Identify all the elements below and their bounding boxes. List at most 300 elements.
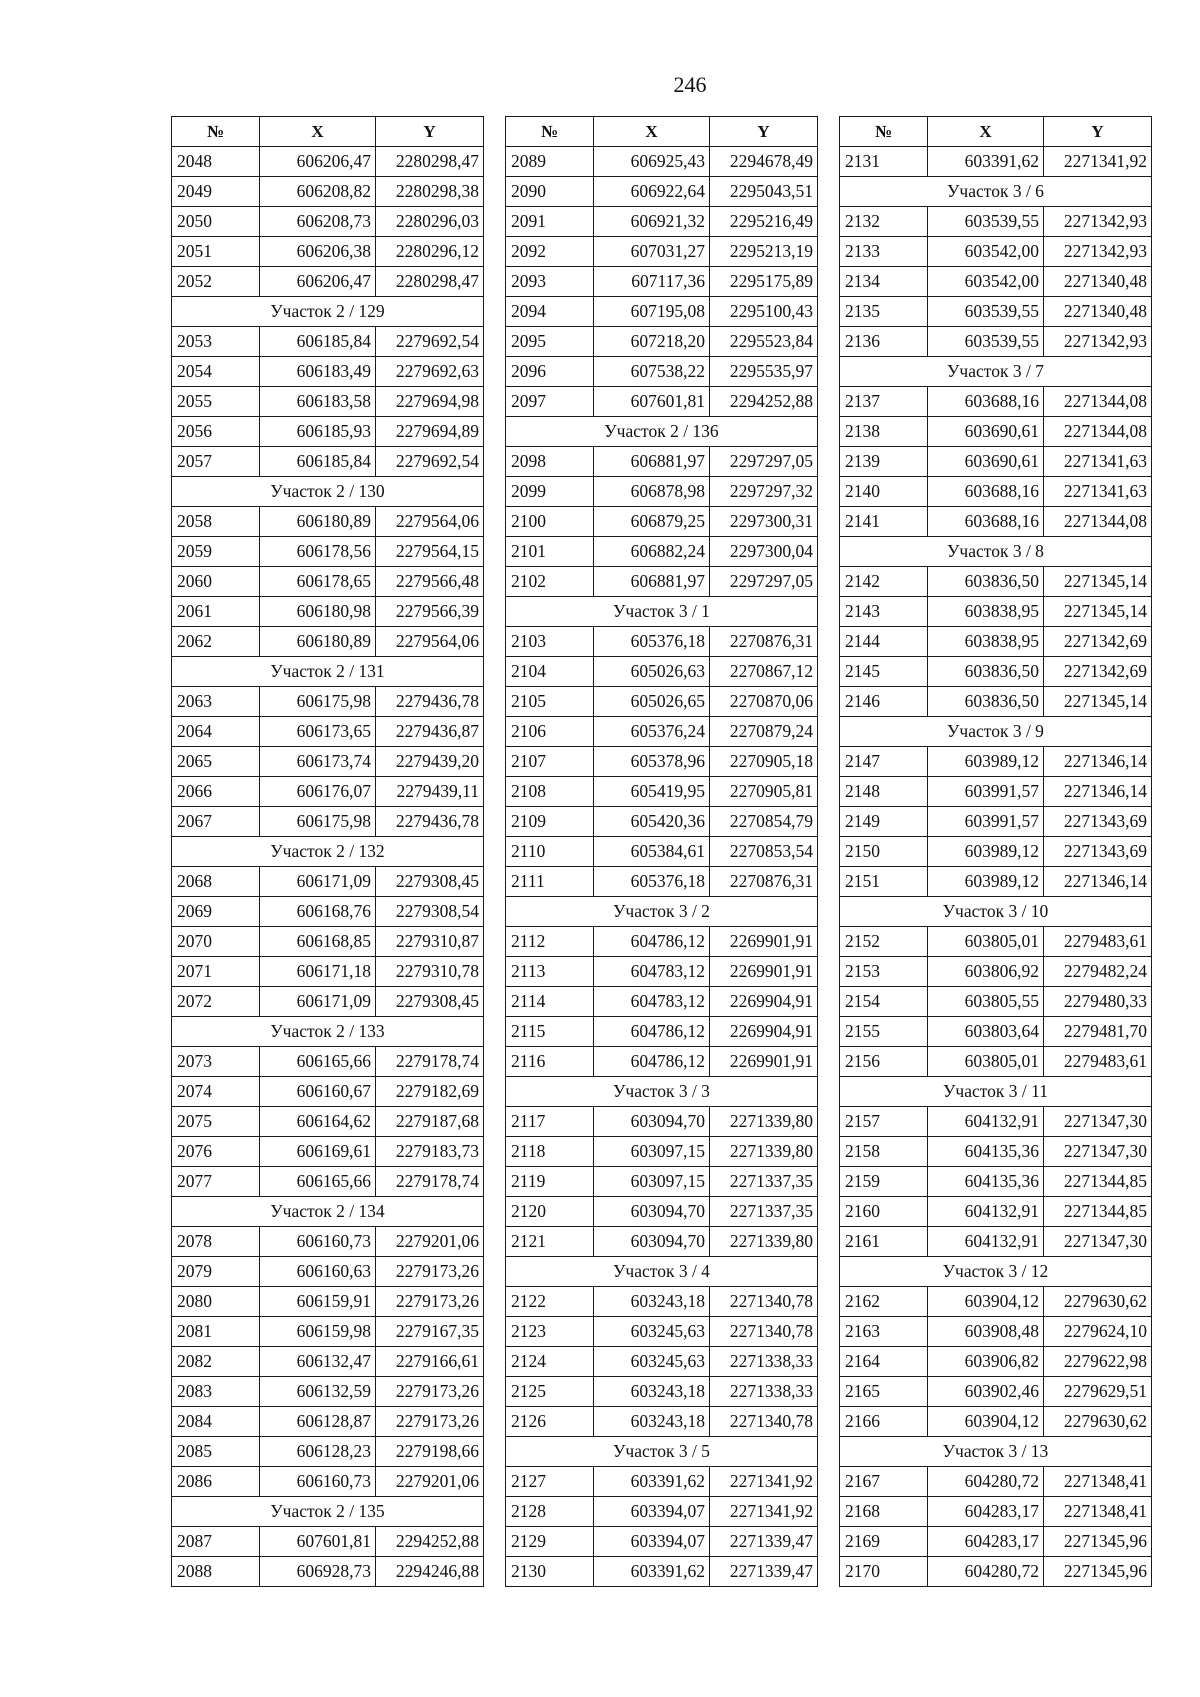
point-number: 2125 bbox=[506, 1377, 594, 1407]
table-row bbox=[172, 717, 484, 747]
section-title: Участок 3 / 5 bbox=[506, 1437, 818, 1467]
y-coordinate: 2271339,80 bbox=[710, 1137, 818, 1167]
table-row bbox=[506, 327, 818, 357]
section-row bbox=[172, 477, 484, 507]
y-coordinate: 2279436,78 bbox=[376, 807, 484, 837]
y-coordinate: 2271345,14 bbox=[1044, 687, 1152, 717]
x-coordinate: 604786,12 bbox=[594, 1017, 710, 1047]
point-number: 2096 bbox=[506, 357, 594, 387]
y-coordinate: 2297300,04 bbox=[710, 537, 818, 567]
x-coordinate: 603838,95 bbox=[928, 627, 1044, 657]
point-number: 2081 bbox=[172, 1317, 260, 1347]
point-number: 2078 bbox=[172, 1227, 260, 1257]
y-coordinate: 2279173,26 bbox=[376, 1407, 484, 1437]
x-coordinate: 606185,84 bbox=[260, 447, 376, 477]
point-number: 2170 bbox=[840, 1557, 928, 1587]
table-row bbox=[506, 237, 818, 267]
y-coordinate: 2271341,92 bbox=[1044, 147, 1152, 177]
y-coordinate: 2271344,85 bbox=[1044, 1167, 1152, 1197]
y-coordinate: 2271348,41 bbox=[1044, 1497, 1152, 1527]
section-title: Участок 3 / 9 bbox=[840, 717, 1152, 747]
table-row bbox=[840, 207, 1152, 237]
point-number: 2152 bbox=[840, 927, 928, 957]
x-coordinate: 605376,24 bbox=[594, 717, 710, 747]
point-number: 2122 bbox=[506, 1287, 594, 1317]
point-number: 2148 bbox=[840, 777, 928, 807]
table-row bbox=[506, 207, 818, 237]
table-row bbox=[506, 1227, 818, 1257]
point-number: 2168 bbox=[840, 1497, 928, 1527]
x-coordinate: 607218,20 bbox=[594, 327, 710, 357]
x-coordinate: 606160,63 bbox=[260, 1257, 376, 1287]
point-number: 2092 bbox=[506, 237, 594, 267]
point-number: 2119 bbox=[506, 1167, 594, 1197]
table-row bbox=[172, 627, 484, 657]
x-coordinate: 606921,32 bbox=[594, 207, 710, 237]
point-number: 2136 bbox=[840, 327, 928, 357]
y-coordinate: 2271342,69 bbox=[1044, 657, 1152, 687]
y-coordinate: 2279198,66 bbox=[376, 1437, 484, 1467]
point-number: 2062 bbox=[172, 627, 260, 657]
y-coordinate: 2297297,05 bbox=[710, 567, 818, 597]
point-number: 2128 bbox=[506, 1497, 594, 1527]
x-coordinate: 606128,23 bbox=[260, 1437, 376, 1467]
point-number: 2133 bbox=[840, 237, 928, 267]
table-row bbox=[840, 807, 1152, 837]
y-coordinate: 2279201,06 bbox=[376, 1227, 484, 1257]
point-number: 2076 bbox=[172, 1137, 260, 1167]
y-coordinate: 2279694,89 bbox=[376, 417, 484, 447]
section-title: Участок 2 / 132 bbox=[172, 837, 484, 867]
y-coordinate: 2271342,93 bbox=[1044, 207, 1152, 237]
y-coordinate: 2279439,11 bbox=[376, 777, 484, 807]
table-row bbox=[840, 957, 1152, 987]
y-coordinate: 2279692,54 bbox=[376, 447, 484, 477]
point-number: 2072 bbox=[172, 987, 260, 1017]
point-number: 2117 bbox=[506, 1107, 594, 1137]
table-row bbox=[840, 387, 1152, 417]
y-coordinate: 2279439,20 bbox=[376, 747, 484, 777]
y-coordinate: 2271346,14 bbox=[1044, 747, 1152, 777]
y-coordinate: 2270879,24 bbox=[710, 717, 818, 747]
point-number: 2090 bbox=[506, 177, 594, 207]
table-row bbox=[172, 1527, 484, 1557]
point-number: 2091 bbox=[506, 207, 594, 237]
point-number: 2164 bbox=[840, 1347, 928, 1377]
point-number: 2105 bbox=[506, 687, 594, 717]
point-number: 2070 bbox=[172, 927, 260, 957]
x-coordinate: 603688,16 bbox=[928, 387, 1044, 417]
table-row bbox=[172, 1227, 484, 1257]
point-number: 2118 bbox=[506, 1137, 594, 1167]
y-coordinate: 2279482,24 bbox=[1044, 957, 1152, 987]
y-coordinate: 2279183,73 bbox=[376, 1137, 484, 1167]
point-number: 2101 bbox=[506, 537, 594, 567]
table-row bbox=[840, 1167, 1152, 1197]
section-title: Участок 3 / 12 bbox=[840, 1257, 1152, 1287]
table-row bbox=[506, 957, 818, 987]
table-row bbox=[172, 1077, 484, 1107]
x-coordinate: 606160,67 bbox=[260, 1077, 376, 1107]
y-coordinate: 2279566,48 bbox=[376, 567, 484, 597]
x-coordinate: 603991,57 bbox=[928, 777, 1044, 807]
y-coordinate: 2297297,32 bbox=[710, 477, 818, 507]
y-coordinate: 2280296,12 bbox=[376, 237, 484, 267]
point-number: 2087 bbox=[172, 1527, 260, 1557]
point-number: 2145 bbox=[840, 657, 928, 687]
table-row bbox=[172, 1257, 484, 1287]
x-coordinate: 606881,97 bbox=[594, 567, 710, 597]
table-row bbox=[840, 927, 1152, 957]
y-coordinate: 2271343,69 bbox=[1044, 837, 1152, 867]
table-row bbox=[506, 657, 818, 687]
point-number: 2060 bbox=[172, 567, 260, 597]
table-row bbox=[840, 1377, 1152, 1407]
x-coordinate: 604783,12 bbox=[594, 957, 710, 987]
point-number: 2049 bbox=[172, 177, 260, 207]
y-coordinate: 2279308,45 bbox=[376, 867, 484, 897]
table-row bbox=[172, 417, 484, 447]
y-coordinate: 2271337,35 bbox=[710, 1167, 818, 1197]
point-number: 2100 bbox=[506, 507, 594, 537]
table-row bbox=[172, 1107, 484, 1137]
section-row bbox=[840, 1437, 1152, 1467]
point-number: 2080 bbox=[172, 1287, 260, 1317]
x-coordinate: 603688,16 bbox=[928, 477, 1044, 507]
table-row bbox=[506, 267, 818, 297]
y-coordinate: 2279480,33 bbox=[1044, 987, 1152, 1017]
y-coordinate: 2271342,93 bbox=[1044, 327, 1152, 357]
table-row bbox=[840, 837, 1152, 867]
section-title: Участок 3 / 1 bbox=[506, 597, 818, 627]
x-coordinate: 606180,98 bbox=[260, 597, 376, 627]
point-number: 2054 bbox=[172, 357, 260, 387]
x-coordinate: 606165,66 bbox=[260, 1167, 376, 1197]
section-title: Участок 2 / 130 bbox=[172, 477, 484, 507]
x-coordinate: 604132,91 bbox=[928, 1107, 1044, 1137]
y-coordinate: 2271345,14 bbox=[1044, 567, 1152, 597]
point-number: 2083 bbox=[172, 1377, 260, 1407]
point-number: 2141 bbox=[840, 507, 928, 537]
y-coordinate: 2271342,69 bbox=[1044, 627, 1152, 657]
x-coordinate: 606925,43 bbox=[594, 147, 710, 177]
x-coordinate: 603539,55 bbox=[928, 297, 1044, 327]
y-coordinate: 2295535,97 bbox=[710, 357, 818, 387]
point-number: 2079 bbox=[172, 1257, 260, 1287]
y-coordinate: 2271341,63 bbox=[1044, 447, 1152, 477]
x-coordinate: 606165,66 bbox=[260, 1047, 376, 1077]
y-coordinate: 2269901,91 bbox=[710, 1047, 818, 1077]
section-row bbox=[172, 837, 484, 867]
section-title: Участок 2 / 135 bbox=[172, 1497, 484, 1527]
point-number: 2132 bbox=[840, 207, 928, 237]
section-title: Участок 2 / 129 bbox=[172, 297, 484, 327]
section-row bbox=[172, 1017, 484, 1047]
section-row bbox=[840, 357, 1152, 387]
x-coordinate: 604280,72 bbox=[928, 1467, 1044, 1497]
table-row bbox=[840, 597, 1152, 627]
point-number: 2111 bbox=[506, 867, 594, 897]
table-row bbox=[840, 417, 1152, 447]
y-coordinate: 2279694,98 bbox=[376, 387, 484, 417]
point-number: 2068 bbox=[172, 867, 260, 897]
y-coordinate: 2279178,74 bbox=[376, 1167, 484, 1197]
x-coordinate: 603806,92 bbox=[928, 957, 1044, 987]
table-row bbox=[506, 477, 818, 507]
x-coordinate: 605026,65 bbox=[594, 687, 710, 717]
y-coordinate: 2271338,33 bbox=[710, 1347, 818, 1377]
table-row bbox=[506, 447, 818, 477]
y-coordinate: 2279182,69 bbox=[376, 1077, 484, 1107]
header-number: № bbox=[840, 117, 928, 147]
x-coordinate: 604786,12 bbox=[594, 1047, 710, 1077]
x-coordinate: 606169,61 bbox=[260, 1137, 376, 1167]
table-row bbox=[506, 1347, 818, 1377]
table-row bbox=[172, 777, 484, 807]
y-coordinate: 2279481,70 bbox=[1044, 1017, 1152, 1047]
x-coordinate: 603243,18 bbox=[594, 1407, 710, 1437]
y-coordinate: 2270867,12 bbox=[710, 657, 818, 687]
point-number: 2098 bbox=[506, 447, 594, 477]
point-number: 2085 bbox=[172, 1437, 260, 1467]
point-number: 2151 bbox=[840, 867, 928, 897]
table-row bbox=[506, 357, 818, 387]
section-row bbox=[506, 1257, 818, 1287]
x-coordinate: 603836,50 bbox=[928, 687, 1044, 717]
x-coordinate: 606159,91 bbox=[260, 1287, 376, 1317]
point-number: 2052 bbox=[172, 267, 260, 297]
point-number: 2097 bbox=[506, 387, 594, 417]
y-coordinate: 2279564,15 bbox=[376, 537, 484, 567]
table-row bbox=[506, 717, 818, 747]
point-number: 2088 bbox=[172, 1557, 260, 1587]
table-row bbox=[172, 327, 484, 357]
table-row bbox=[172, 1167, 484, 1197]
x-coordinate: 604132,91 bbox=[928, 1227, 1044, 1257]
point-number: 2114 bbox=[506, 987, 594, 1017]
point-number: 2051 bbox=[172, 237, 260, 267]
y-coordinate: 2280298,38 bbox=[376, 177, 484, 207]
x-coordinate: 603542,00 bbox=[928, 237, 1044, 267]
point-number: 2048 bbox=[172, 147, 260, 177]
point-number: 2059 bbox=[172, 537, 260, 567]
y-coordinate: 2271340,78 bbox=[710, 1407, 818, 1437]
section-title: Участок 3 / 10 bbox=[840, 897, 1152, 927]
table-row bbox=[840, 1137, 1152, 1167]
table-row bbox=[172, 1437, 484, 1467]
table-row bbox=[172, 1137, 484, 1167]
y-coordinate: 2271346,14 bbox=[1044, 867, 1152, 897]
point-number: 2150 bbox=[840, 837, 928, 867]
table-row bbox=[172, 237, 484, 267]
x-coordinate: 606206,47 bbox=[260, 267, 376, 297]
point-number: 2077 bbox=[172, 1167, 260, 1197]
table-row bbox=[172, 1317, 484, 1347]
x-coordinate: 606176,07 bbox=[260, 777, 376, 807]
y-coordinate: 2270854,79 bbox=[710, 807, 818, 837]
table-row bbox=[840, 987, 1152, 1017]
header-y: Y bbox=[710, 117, 818, 147]
coordinate-table-3 bbox=[839, 116, 1152, 1587]
y-coordinate: 2295100,43 bbox=[710, 297, 818, 327]
point-number: 2137 bbox=[840, 387, 928, 417]
y-coordinate: 2294246,88 bbox=[376, 1557, 484, 1587]
x-coordinate: 606183,49 bbox=[260, 357, 376, 387]
section-row bbox=[172, 1497, 484, 1527]
point-number: 2124 bbox=[506, 1347, 594, 1377]
table-row bbox=[840, 1557, 1152, 1587]
y-coordinate: 2269901,91 bbox=[710, 927, 818, 957]
y-coordinate: 2279173,26 bbox=[376, 1257, 484, 1287]
x-coordinate: 603391,62 bbox=[928, 147, 1044, 177]
table-row bbox=[506, 867, 818, 897]
section-title: Участок 3 / 3 bbox=[506, 1077, 818, 1107]
table-row bbox=[506, 1137, 818, 1167]
section-row bbox=[840, 537, 1152, 567]
point-number: 2167 bbox=[840, 1467, 928, 1497]
table-row bbox=[506, 147, 818, 177]
y-coordinate: 2295213,19 bbox=[710, 237, 818, 267]
point-number: 2135 bbox=[840, 297, 928, 327]
table-row bbox=[506, 747, 818, 777]
header-number: № bbox=[506, 117, 594, 147]
point-number: 2064 bbox=[172, 717, 260, 747]
table-row bbox=[172, 807, 484, 837]
point-number: 2066 bbox=[172, 777, 260, 807]
x-coordinate: 606171,09 bbox=[260, 987, 376, 1017]
table-row bbox=[172, 1347, 484, 1377]
table-row bbox=[840, 567, 1152, 597]
y-coordinate: 2271339,80 bbox=[710, 1227, 818, 1257]
x-coordinate: 605384,61 bbox=[594, 837, 710, 867]
table-row bbox=[840, 777, 1152, 807]
point-number: 2056 bbox=[172, 417, 260, 447]
y-coordinate: 2271341,92 bbox=[710, 1497, 818, 1527]
y-coordinate: 2271346,14 bbox=[1044, 777, 1152, 807]
y-coordinate: 2279310,87 bbox=[376, 927, 484, 957]
y-coordinate: 2269904,91 bbox=[710, 1017, 818, 1047]
x-coordinate: 603838,95 bbox=[928, 597, 1044, 627]
y-coordinate: 2279201,06 bbox=[376, 1467, 484, 1497]
point-number: 2106 bbox=[506, 717, 594, 747]
y-coordinate: 2280298,47 bbox=[376, 267, 484, 297]
point-number: 2082 bbox=[172, 1347, 260, 1377]
section-title: Участок 3 / 4 bbox=[506, 1257, 818, 1287]
table-row bbox=[840, 297, 1152, 327]
section-title: Участок 3 / 6 bbox=[840, 177, 1152, 207]
x-coordinate: 606159,98 bbox=[260, 1317, 376, 1347]
section-row bbox=[840, 897, 1152, 927]
y-coordinate: 2295523,84 bbox=[710, 327, 818, 357]
table-row bbox=[506, 297, 818, 327]
x-coordinate: 607601,81 bbox=[594, 387, 710, 417]
table-row bbox=[172, 687, 484, 717]
section-row bbox=[506, 597, 818, 627]
y-coordinate: 2271341,92 bbox=[710, 1467, 818, 1497]
x-coordinate: 603097,15 bbox=[594, 1137, 710, 1167]
table-row bbox=[172, 957, 484, 987]
y-coordinate: 2271343,69 bbox=[1044, 807, 1152, 837]
point-number: 2065 bbox=[172, 747, 260, 777]
y-coordinate: 2280296,03 bbox=[376, 207, 484, 237]
point-number: 2069 bbox=[172, 897, 260, 927]
y-coordinate: 2279622,98 bbox=[1044, 1347, 1152, 1377]
y-coordinate: 2271339,47 bbox=[710, 1557, 818, 1587]
table-row bbox=[506, 1107, 818, 1137]
x-coordinate: 603542,00 bbox=[928, 267, 1044, 297]
x-coordinate: 604783,12 bbox=[594, 987, 710, 1017]
table-row bbox=[172, 597, 484, 627]
table-row bbox=[172, 207, 484, 237]
table-row bbox=[840, 447, 1152, 477]
table-row bbox=[840, 1527, 1152, 1557]
table-row bbox=[506, 1197, 818, 1227]
point-number: 2157 bbox=[840, 1107, 928, 1137]
y-coordinate: 2271340,78 bbox=[710, 1287, 818, 1317]
table-row bbox=[840, 1317, 1152, 1347]
point-number: 2165 bbox=[840, 1377, 928, 1407]
point-number: 2067 bbox=[172, 807, 260, 837]
x-coordinate: 603094,70 bbox=[594, 1197, 710, 1227]
table-row bbox=[840, 1347, 1152, 1377]
x-coordinate: 606171,18 bbox=[260, 957, 376, 987]
x-coordinate: 603989,12 bbox=[928, 837, 1044, 867]
x-coordinate: 603803,64 bbox=[928, 1017, 1044, 1047]
point-number: 2084 bbox=[172, 1407, 260, 1437]
table-row bbox=[840, 867, 1152, 897]
x-coordinate: 606132,59 bbox=[260, 1377, 376, 1407]
x-coordinate: 603394,07 bbox=[594, 1497, 710, 1527]
point-number: 2146 bbox=[840, 687, 928, 717]
x-coordinate: 604786,12 bbox=[594, 927, 710, 957]
x-coordinate: 606208,73 bbox=[260, 207, 376, 237]
y-coordinate: 2280298,47 bbox=[376, 147, 484, 177]
y-coordinate: 2295175,89 bbox=[710, 267, 818, 297]
point-number: 2138 bbox=[840, 417, 928, 447]
point-number: 2055 bbox=[172, 387, 260, 417]
point-number: 2144 bbox=[840, 627, 928, 657]
table-row bbox=[506, 1557, 818, 1587]
y-coordinate: 2271340,48 bbox=[1044, 267, 1152, 297]
point-number: 2129 bbox=[506, 1527, 594, 1557]
coordinate-table-1 bbox=[171, 116, 484, 1587]
point-number: 2154 bbox=[840, 987, 928, 1017]
x-coordinate: 606178,56 bbox=[260, 537, 376, 567]
table-row bbox=[840, 1287, 1152, 1317]
y-coordinate: 2271344,08 bbox=[1044, 387, 1152, 417]
x-coordinate: 606180,89 bbox=[260, 507, 376, 537]
x-coordinate: 606185,84 bbox=[260, 327, 376, 357]
y-coordinate: 2270870,06 bbox=[710, 687, 818, 717]
y-coordinate: 2279173,26 bbox=[376, 1287, 484, 1317]
section-title: Участок 2 / 133 bbox=[172, 1017, 484, 1047]
table-row bbox=[172, 177, 484, 207]
table-row bbox=[172, 1047, 484, 1077]
point-number: 2123 bbox=[506, 1317, 594, 1347]
point-number: 2104 bbox=[506, 657, 594, 687]
table-row bbox=[840, 1227, 1152, 1257]
table-row bbox=[172, 387, 484, 417]
y-coordinate: 2271342,93 bbox=[1044, 237, 1152, 267]
header-y: Y bbox=[1044, 117, 1152, 147]
table-row bbox=[506, 627, 818, 657]
x-coordinate: 603690,61 bbox=[928, 447, 1044, 477]
point-number: 2071 bbox=[172, 957, 260, 987]
table-header-row bbox=[840, 117, 1152, 147]
section-row bbox=[172, 297, 484, 327]
table-row bbox=[172, 1407, 484, 1437]
y-coordinate: 2279308,54 bbox=[376, 897, 484, 927]
